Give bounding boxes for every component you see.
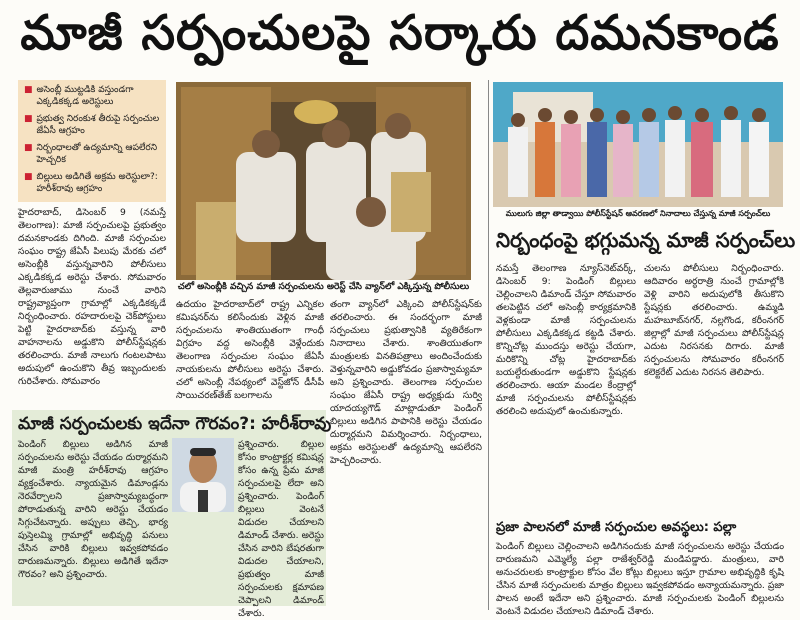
- arrest-photo-caption: చలో అసెంబ్లీకి వచ్చిన మాజీ సర్పంచులను అరెస్ట్‌ చేసి వ్యాన్‌లో ఎక్కిస్తున్న పోలీసులు: [177, 282, 470, 292]
- bullet-item: ■ నిర్బంధాలతో ఉద్యమాన్ని ఆపలేరని హెచ్చరిక: [24, 143, 158, 165]
- summary-bullets: [18, 80, 166, 202]
- right-column-1: నమస్తే తెలంగాణ న్యూస్‌నెట్‌వర్క్‌, డిసెంబర్‌ 9: పెండింగ్‌ బిల్లులు చెల్లించాలని డిమాండ్‌ చేస్తూ సోమవారం తలపెట్టిన చలో అసెంబ్లీ కార్యక్రమానికి వెళ్లకుండా మాజీ సర్పంచులను పోలీసులు ఎక్కడికక్కడ కట్టడి చేశారు. కొన్నిచోట్ల ముందస్తు అరెస్టు చేయగా, మరికొన్ని చోట్ల హైదరాబాద్‌కు బయల్దేరుతుండగా అడ్డుకొని స్టేషన్లకు తరలించారు. ఆయా మండల కేంద్రాల్లో మాజీ సర్పంచులను పోలీస్‌స్టేషన్లకు తరలించి అదుపులో ఉంచుకున్నారు.: [496, 263, 636, 417]
- box-column-2: ప్రశ్నించారు. బిల్లుల కోసం కాంట్రాక్టర్ల కమిషన్ల కోసం ఉన్న ప్రేమ మాజీ సర్పంచులపై లేదా అని ప్రశ్నించారు. పెండింగ్‌ బిల్లులు వెంటనే విడుదల చేయాలని డిమాండ్‌ చేశారు. అరెస్టు చేసిన వారిని బేషరతుగా విడుదల చేయాలని, ప్రభుత్వం మాజీ సర్పంచులకు క్షమాపణ చెప్పాలని డిమాండ్‌ చేశారు.: [238, 439, 324, 619]
- box-column-1: పెండింగ్‌ బిల్లులు అడిగిన మాజీ సర్పంచులను అరెస్టు చేయడం దుర్మార్గమని మాజీ మంత్రి హరీశ్‌రావు ఆగ్రహం వ్యక్తంచేశారు. న్యాయమైన డిమాండ్లను నెరవేర్చాలని ప్రజాస్వామ్యబద్ధంగా పోరాడుతున్న వారిని అరెస్టు చేయడం సిగ్గుచేటన్నారు. అప్పులు తెచ్చి, భార్య పుస్తెలమ్మి గ్రామాల్లో అభివృద్ధి పనులు చేసిన వారికి బిల్లులు ఇవ్వకపోవడం దారుణమన్నారు. బిల్లులు అడిగితే ఇదేనా గౌరవం? అని ప్రశ్నించారు.: [18, 439, 168, 580]
- arrest-photo: [176, 82, 471, 280]
- bullet-icon: ■: [24, 114, 33, 124]
- bullet-item: ■ బిల్లులు అడిగితే అక్రమ అరెస్టులా?: హరీశ్‌రావు ఆగ్రహం: [24, 172, 158, 194]
- middle-column-1: ఉదయం హైదరాబాద్‌లో రాష్ట్ర ఎన్నికల కమిషనర్‌ను కలిసేందుకు వెళ్లిన మాజీ సర్పంచులను శాంతియుతంగా గాంధీ విగ్రహం వద్ద అసెంబ్లీకి వెళ్లేందుకు తెలంగాణ సర్పంచుల సంఘం జేఏసీ నాయకులను పోలీసులు అరెస్టు చేశారు. చలో అసెంబ్లీ నేపథ్యంలో వెస్ట్‌జోన్‌ డీసీపీ సాయిచరణ్‌తేజ్‌ బలగాలను: [176, 299, 324, 401]
- bullet-item: ■ అసెంబ్లీ ముట్టడికి వస్తుండగా ఎక్కడికక్కడ అరెస్టులు: [24, 85, 134, 107]
- bullet-icon: ■: [24, 143, 33, 153]
- middle-column-2: తంగా వ్యాన్‌లో ఎక్కించి పోలీస్‌స్టేషన్‌కు తరలించారు. ఈ సందర్భంగా మాజీ సర్పంచులు ప్రభుత్వానికి వ్యతిరేకంగా నినాదాలు చేశారు. శాంతియుతంగా మంత్రులకు వినతిపత్రాలు అందించేందుకు వెళ్తున్నవారిని అడ్డుకోవడం ప్రజాస్వామ్యమా అని ప్రశ్నించారు. తెలంగాణ సర్పంచుల సంఘం జేఏసీ రాష్ట్ర అధ్యక్షుడు సుర్వి యాదయ్యగౌడ్‌ మాట్లాడుతూ పెండింగ్‌ బిల్లులు అడిగిన పాపానికి అరెస్టు చేయడం దుర్మార్గమని విమర్శించారు. నిర్బంధాలు, అక్రమ అరెస్టులతో ఉద్యమాన్ని ఆపలేరని హెచ్చరించారు.: [330, 299, 482, 466]
- bullet-item: ■ ప్రభుత్వ నిరంకుశ తీరుపై సర్పంచుల జేఏసీ ఆగ్రహం: [24, 114, 160, 136]
- bullet-icon: ■: [24, 85, 33, 95]
- arrest-photo-image: [176, 82, 471, 280]
- portrait-image: [172, 438, 234, 512]
- praja-headline: ప్రజా పాలనలో మాజీ సర్పంచుల అవస్థలు: పల్లా: [496, 520, 737, 535]
- right-column-2: చులను పోలీసులు నిర్బంధించారు. ఆదివారం అర్ధరాత్రి నుంచే గ్రామాల్లోకి వెళ్లి వారిని అదుపులోకి తీసుకొని స్టేషన్లకు తరలించారు. ఉమ్మడి మహబూబ్‌నగర్‌, నల్లగొండ, కరీంనగర్‌ జిల్లాల్లో మాజీ సర్పంచులు పోలీస్‌స్టేషన్ల ఎదుట నిరసనకు దిగారు. మాజీ సర్పంచులను సోమవారం కరీంనగర్‌ కలెక్టరేట్‌ ఎదుట నిరసన తెలిపారు.: [644, 263, 784, 378]
- box-headline: మాజీ సర్పంచులకు ఇదేనా గౌరవం?: హరీశ్‌రావు: [18, 414, 332, 434]
- column-divider: [488, 80, 489, 610]
- lead-column: హైదరాబాద్‌, డిసెంబర్‌ 9 (నమస్తే తెలంగాణ): మాజీ సర్పంచులపై ప్రభుత్వం దమనకాండకు దిగింది. మాజీ సర్పంచుల సంఘం రాష్ట్ర జేఏసీ పిలుపు మేరకు చలో అసెంబ్లీకి వస్తున్నవారిని పోలీసులు ఎక్కడికక్కడ అరెస్టు చేశారు. సోమవారం తెల్లవారుజాము నుంచే వారిని రాష్ట్రవ్యాప్తంగా గ్రామాల్లో ఎక్కడికక్కడే నిర్బంధించారు. రహదారులపై చెక్‌పోస్టులు పెట్టి హైదరాబాద్‌కు వస్తున్న వారి వాహనాలను అడ్డుకొని పోలీస్‌స్టేషన్లకు తరలించారు. మాజీ నాలుగు గంటలపాటు అదుపులో ఉంచుకొని తీవ్ర ఇబ్బందులకు గురిచేశారు. సోమవారం: [18, 207, 166, 387]
- right-headline: నిర్బంధంపై భగ్గుమన్న మాజీ సర్పంచ్‌లు: [496, 228, 796, 252]
- protest-photo: [493, 82, 783, 207]
- praja-body: పెండింగ్‌ బిల్లులు చెల్లించాలని అడిగినందుకు మాజీ సర్పంచులను అరెస్టు చేయడం దారుణమని ఎమ్మెల్యే పల్లా రాజేశ్వర్‌రెడ్డి మండిపడ్డారు. మంత్రులు, వారి అనుచరులకు కాంట్రాక్టుల కోసం వేల కోట్లు బిల్లులు ఇస్తూ గ్రామాల అభివృద్ధికి కృషి చేసిన మాజీ సర్పంచులకు మాత్రం బిల్లులు ఇవ్వకపోవడం అన్యాయమన్నారు. ప్రజా పాలన అంటే ఇదేనా అని ప్రశ్నించారు. మాజీ సర్పంచులకు పెండింగ్‌ బిల్లులను వెంటనే విడుదల చేయాలని డిమాండ్‌ చేశారు.: [496, 541, 784, 617]
- protest-photo-caption: ములుగు జిల్లా తాడ్వాయి పోలీస్‌స్టేషన్‌ ఆవరణలో నినాదాలు చేస్తున్న మాజీ సర్పంచ్‌లు: [505, 209, 771, 218]
- page-headline: మాజీ సర్పంచులపై సర్కారు దమనకాండ: [20, 5, 780, 61]
- protest-photo-image: [493, 82, 783, 207]
- bullet-icon: ■: [24, 172, 33, 182]
- harishrao-portrait: [172, 438, 234, 512]
